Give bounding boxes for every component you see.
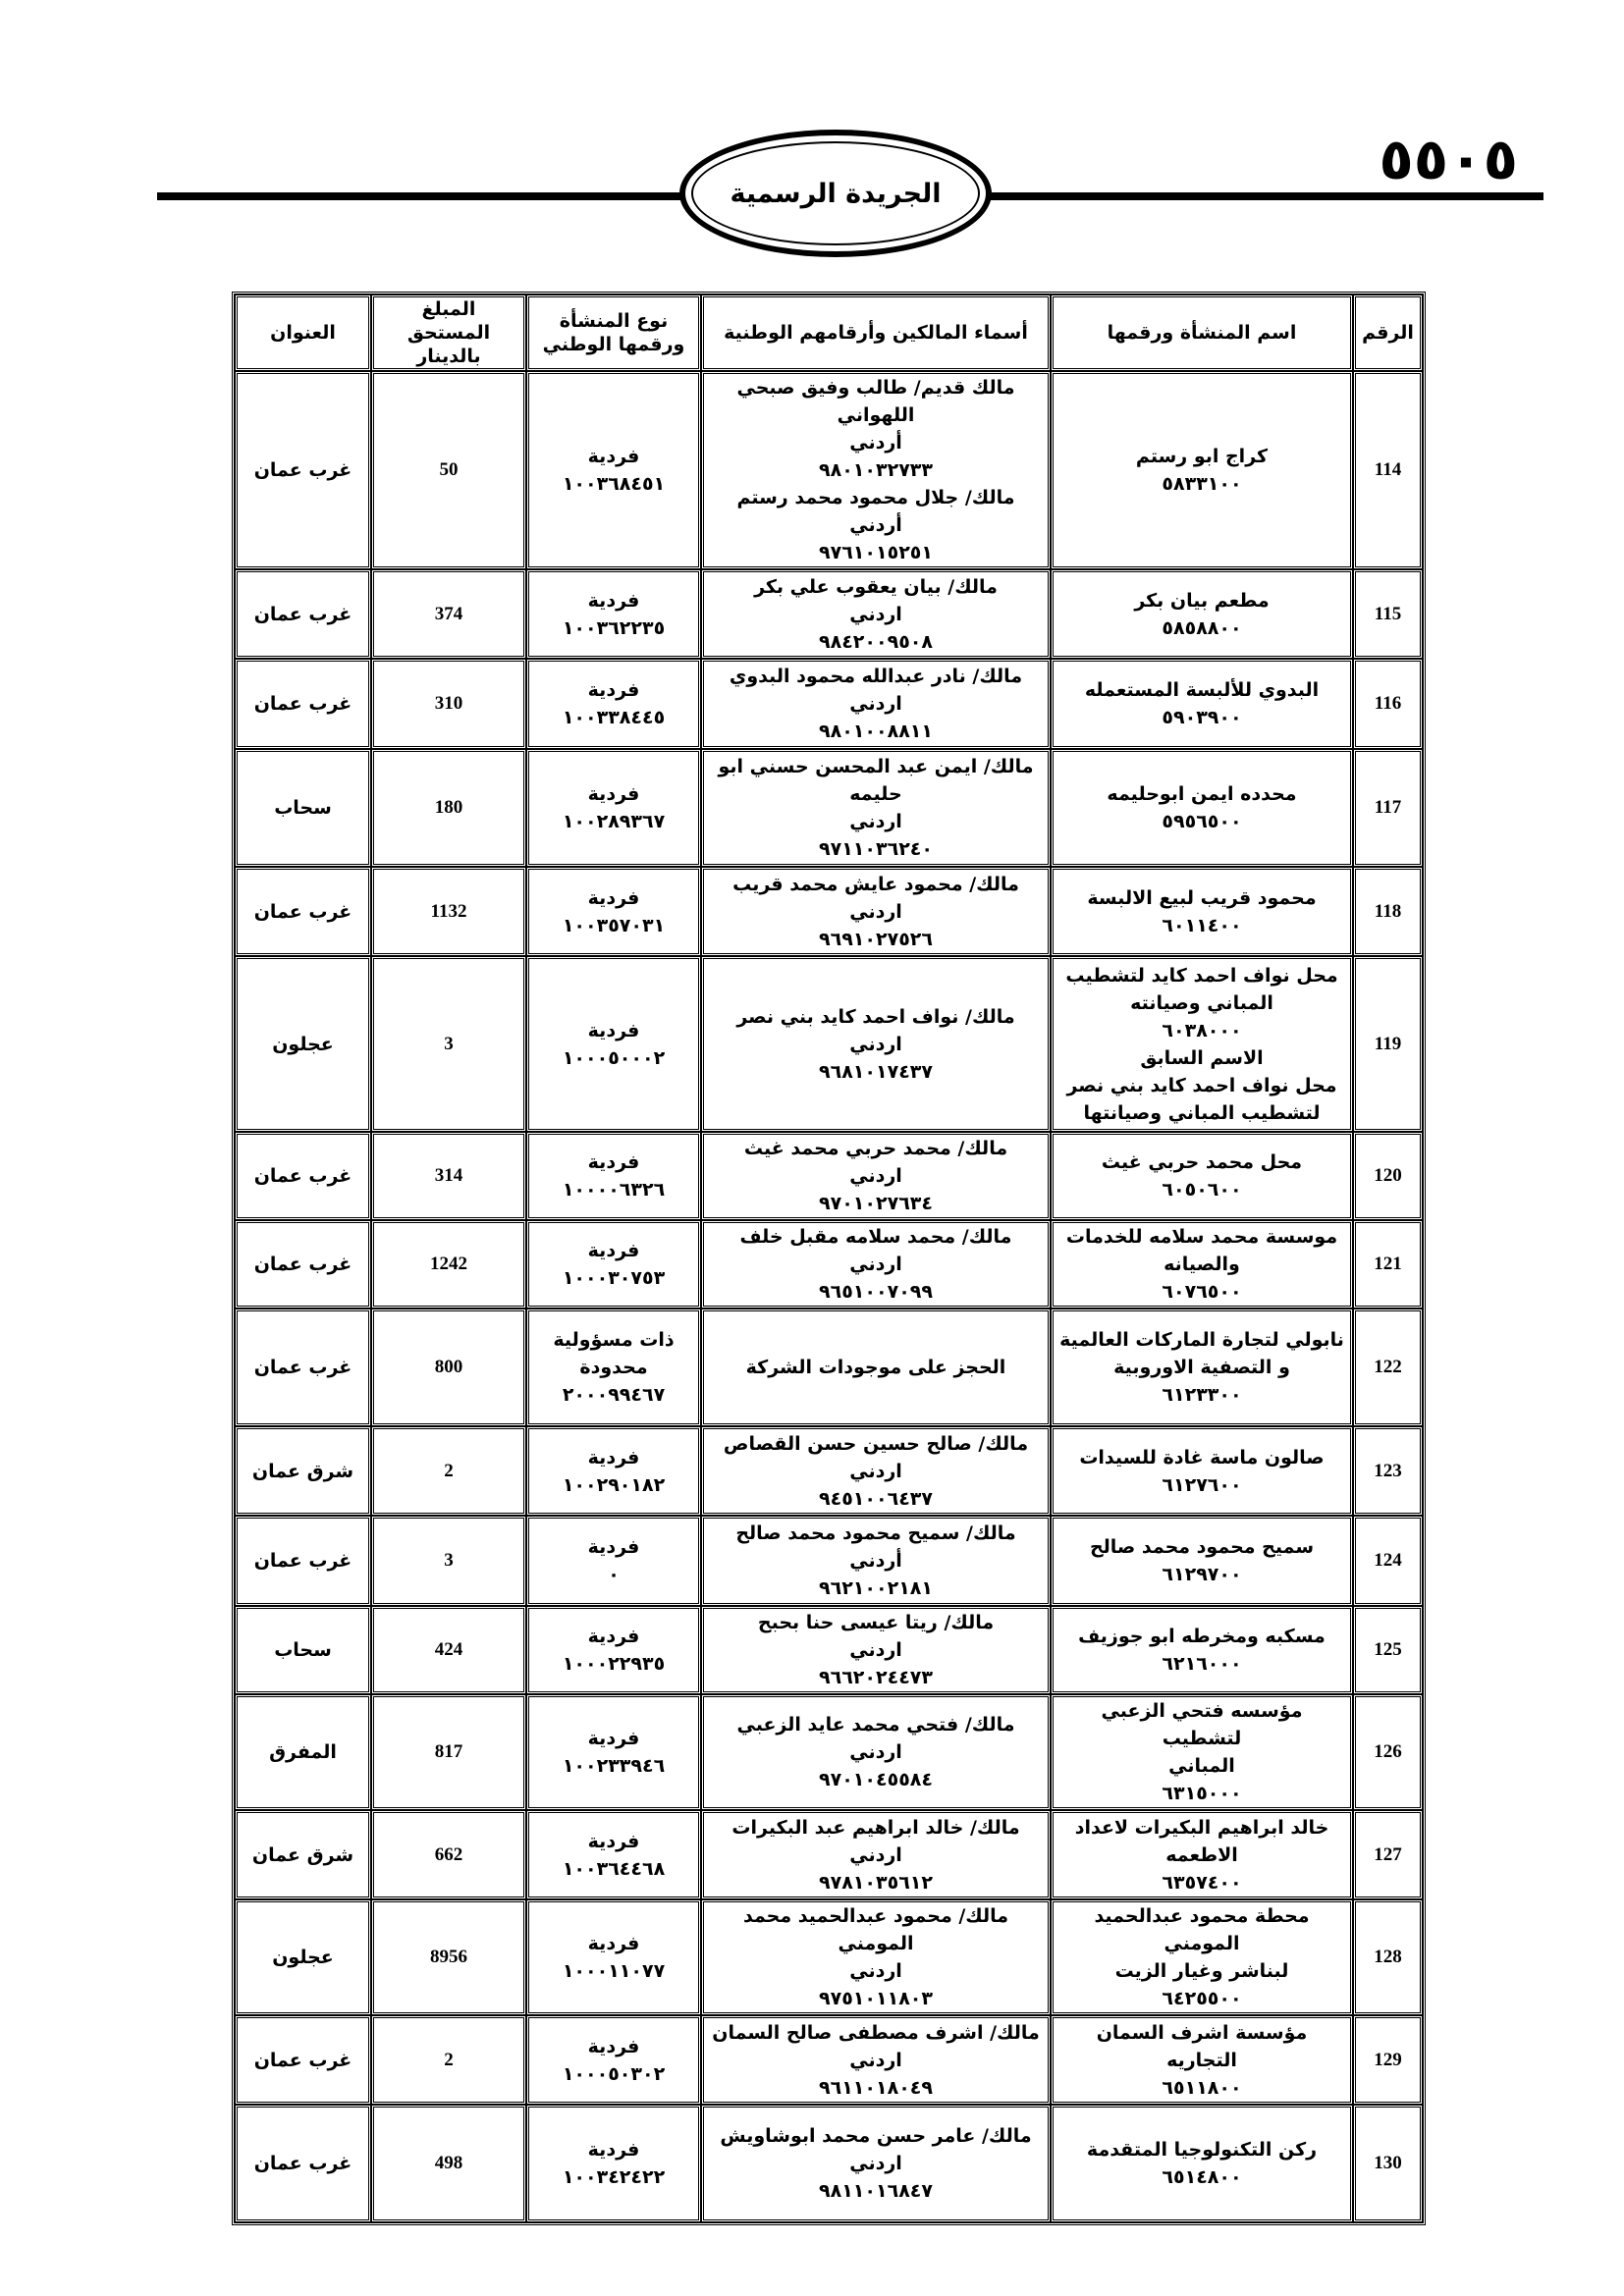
establishment-type: فردية ١٠٠٠٣٠٧٥٣: [526, 1220, 701, 1308]
table-row: [235, 1810, 1423, 1899]
header-amount-due: المبلغ المستحق بالدينار: [371, 294, 526, 371]
owners-cell: مالك/ عامر حسن محمد ابوشاويش اردني ٩٨١١٠١٦٨٤٧: [701, 2105, 1051, 2222]
establishment-name: مؤسسة اشرف السمان التجاريه ٦٥١١٨٠٠: [1051, 2015, 1353, 2105]
row-number: 118: [1353, 867, 1423, 956]
owners-cell: مالك/ محمود عايش محمد قريب اردني ٩٦٩١٠٢٧٥٢٦: [701, 867, 1051, 956]
amount-due: 817: [371, 1694, 526, 1810]
address-cell: عجلون: [235, 1899, 371, 2015]
owners-cell: مالك/ محمد حربي محمد غيث اردني ٩٧٠١٠٢٧٦٣٤: [701, 1132, 1051, 1220]
establishment-type: فردية ١٠٠٠٥٠٣٠٢: [526, 2015, 701, 2105]
row-number: 116: [1353, 659, 1423, 749]
establishment-type: فردية ١٠٠٢٣٣٩٤٦: [526, 1694, 701, 1810]
establishment-name: محل محمد حربي غيث ٦٠٥٠٦٠٠: [1051, 1132, 1353, 1220]
address-cell: غرب عمان: [235, 1516, 371, 1606]
address-cell: المفرق: [235, 1694, 371, 1810]
table-row: [235, 2105, 1423, 2222]
owners-cell: مالك/ نادر عبدالله محمود البدوي اردني ٩٨٠١٠٠٨٨١١: [701, 659, 1051, 749]
row-number: 127: [1353, 1810, 1423, 1899]
owners-cell: مالك قديم/ طالب وفيق صبحي اللهواني أردني ٩٨٠١٠٣٢٧٣٣ مالك/ جلال محمود محمد رستم أردني ٩٧٦١٠١٥٢٥١: [701, 371, 1051, 569]
establishment-type: فردية ١٠٠٣٣٨٤٤٥: [526, 659, 701, 749]
establishment-name: محمود قريب لبيع الالبسة ٦٠١١٤٠٠: [1051, 867, 1353, 956]
amount-due: 310: [371, 659, 526, 749]
table-row: [235, 749, 1423, 867]
establishment-name: موسسة محمد سلامه للخدمات والصيانه ٦٠٧٦٥٠٠: [1051, 1220, 1353, 1308]
establishment-name: مؤسسه فتحي الزعبي لتشطيب المباني ٦٣١٥٠٠٠: [1051, 1694, 1353, 1810]
establishment-name: ركن التكنولوجيا المتقدمة ٦٥١٤٨٠٠: [1051, 2105, 1353, 2222]
owners-cell: مالك/ اشرف مصطفى صالح السمان اردني ٩٦١١٠١٨٠٤٩: [701, 2015, 1051, 2105]
establishment-name: محل نواف احمد كايد لتشطيب المباني وصيانته ٦٠٣٨٠٠٠ الاسم السابق محل نواف احمد كايد بني نصر لتشطيب المباني وصيانتها: [1051, 956, 1353, 1132]
establishment-type: فردية ١٠٠٢٩٠١٨٢: [526, 1426, 701, 1516]
address-cell: غرب عمان: [235, 1132, 371, 1220]
amount-due: 3: [371, 956, 526, 1132]
address-cell: سحاب: [235, 749, 371, 867]
establishment-type: فردية ١٠٠٣٦٢٢٣٥: [526, 569, 701, 659]
establishment-type: فردية ١٠٠٠٥٠٠٠٢: [526, 956, 701, 1132]
establishment-name: البدوي للألبسة المستعمله ٥٩٠٣٩٠٠: [1051, 659, 1353, 749]
establishment-type: فردية ١٠٠٣٦٤٤٦٨: [526, 1810, 701, 1899]
address-cell: عجلون: [235, 956, 371, 1132]
row-number: 120: [1353, 1132, 1423, 1220]
owners-cell: الحجز على موجودات الشركة: [701, 1308, 1051, 1426]
table-row: [235, 2015, 1423, 2105]
establishment-type: فردية ١٠٠٠٢٢٩٣٥: [526, 1606, 701, 1694]
row-number: 114: [1353, 371, 1423, 569]
table-row: [235, 1132, 1423, 1220]
amount-due: 50: [371, 371, 526, 569]
establishment-type: فردية ١٠٠٣٥٧٠٣١: [526, 867, 701, 956]
amount-due: 2: [371, 2015, 526, 2105]
amount-due: 662: [371, 1810, 526, 1899]
table-row: [235, 1694, 1423, 1810]
row-number: 117: [1353, 749, 1423, 867]
address-cell: غرب عمان: [235, 371, 371, 569]
row-number: 123: [1353, 1426, 1423, 1516]
row-number: 122: [1353, 1308, 1423, 1426]
amount-due: 374: [371, 569, 526, 659]
table-row: [235, 569, 1423, 659]
registry-table: [232, 292, 1426, 2225]
table-row: [235, 1899, 1423, 2015]
amount-due: 498: [371, 2105, 526, 2222]
establishment-type: فردية ١٠٠٠١١٠٧٧: [526, 1899, 701, 2015]
row-number: 128: [1353, 1899, 1423, 2015]
amount-due: 3: [371, 1516, 526, 1606]
header-establishment-type: نوع المنشأة ورقمها الوطني: [526, 294, 701, 371]
establishment-name: مسكبه ومخرطه ابو جوزيف ٦٢١٦٠٠٠: [1051, 1606, 1353, 1694]
establishment-name: محطة محمود عبدالحميد المومني لبناشر وغيار الزيت ٦٤٢٥٥٠٠: [1051, 1899, 1353, 2015]
owners-cell: مالك/ فتحي محمد عايد الزعبي اردني ٩٧٠١٠٤٥٥٨٤: [701, 1694, 1051, 1810]
table-row: [235, 956, 1423, 1132]
establishment-name: كراج ابو رستم ٥٨٣٣١٠٠: [1051, 371, 1353, 569]
address-cell: غرب عمان: [235, 2105, 371, 2222]
table-row: [235, 1220, 1423, 1308]
table-row: [235, 659, 1423, 749]
establishment-type: فردية ١٠٠٣٤٢٤٢٢: [526, 2105, 701, 2222]
row-number: 129: [1353, 2015, 1423, 2105]
table-row: [235, 1606, 1423, 1694]
establishment-type: فردية ١٠٠٢٨٩٣٦٧: [526, 749, 701, 867]
table-header-row: [235, 294, 1423, 371]
row-number: 121: [1353, 1220, 1423, 1308]
owners-cell: مالك/ محمد سلامه مقبل خلف اردني ٩٦٥١٠٠٧٠٩٩: [701, 1220, 1051, 1308]
amount-due: 8956: [371, 1899, 526, 2015]
amount-due: 2: [371, 1426, 526, 1516]
table-row: [235, 371, 1423, 569]
table-row: [235, 1426, 1423, 1516]
row-number: 124: [1353, 1516, 1423, 1606]
address-cell: غرب عمان: [235, 2015, 371, 2105]
address-cell: غرب عمان: [235, 569, 371, 659]
owners-cell: مالك/ صالح حسين حسن القصاص اردني ٩٤٥١٠٠٦٤٣٧: [701, 1426, 1051, 1516]
address-cell: سحاب: [235, 1606, 371, 1694]
amount-due: 800: [371, 1308, 526, 1426]
establishment-name: مطعم بيان بكر ٥٨٥٨٨٠٠: [1051, 569, 1353, 659]
address-cell: غرب عمان: [235, 1308, 371, 1426]
establishment-type: ذات مسؤولية محدودة ٢٠٠٠٩٩٤٦٧: [526, 1308, 701, 1426]
address-cell: غرب عمان: [235, 867, 371, 956]
establishment-name: صالون ماسة غادة للسيدات ٦١٢٧٦٠٠: [1051, 1426, 1353, 1516]
establishment-type: فردية ١٠٠٣٦٨٤٥١: [526, 371, 701, 569]
table-row: [235, 1516, 1423, 1606]
table-row: [235, 1308, 1423, 1426]
owners-cell: مالك/ ايمن عبد المحسن حسني ابو حليمه اردني ٩٧١١٠٣٦٢٤٠: [701, 749, 1051, 867]
gazette-title-oval: [679, 130, 992, 257]
row-number: 126: [1353, 1694, 1423, 1810]
amount-due: 1242: [371, 1220, 526, 1308]
owners-cell: مالك/ نواف احمد كايد بني نصر اردني ٩٦٨١٠١٧٤٣٧: [701, 956, 1051, 1132]
amount-due: 1132: [371, 867, 526, 956]
amount-due: 314: [371, 1132, 526, 1220]
establishment-type: فردية ١٠٠٠٠٦٣٢٦: [526, 1132, 701, 1220]
owners-cell: مالك/ ريتا عيسى حنا بحبح اردني ٩٦٦٢٠٢٤٤٧٣: [701, 1606, 1051, 1694]
header-owners: أسماء المالكين وأرقامهم الوطنية: [701, 294, 1051, 371]
address-cell: غرب عمان: [235, 1220, 371, 1308]
row-number: 119: [1353, 956, 1423, 1132]
row-number: 130: [1353, 2105, 1423, 2222]
amount-due: 180: [371, 749, 526, 867]
address-cell: شرق عمان: [235, 1810, 371, 1899]
owners-cell: مالك/ بيان يعقوب علي بكر اردني ٩٨٤٢٠٠٩٥٠٨: [701, 569, 1051, 659]
header-address: العنوان: [235, 294, 371, 371]
address-cell: غرب عمان: [235, 659, 371, 749]
header-establishment-name: اسم المنشأة ورقمها: [1051, 294, 1353, 371]
establishment-name: سميح محمود محمد صالح ٦١٢٩٧٠٠: [1051, 1516, 1353, 1606]
establishment-name: خالد ابراهيم البكيرات لاعداد الاطعمه ٦٣٥٧٤٠٠: [1051, 1810, 1353, 1899]
owners-cell: مالك/ محمود عبدالحميد محمد المومني اردني ٩٧٥١٠١١٨٠٣: [701, 1899, 1051, 2015]
gazette-title: الجريدة الرسمية: [730, 178, 942, 209]
header-number: الرقم: [1353, 294, 1423, 371]
page-number: ٥٥٠٥: [1379, 126, 1518, 192]
amount-due: 424: [371, 1606, 526, 1694]
owners-cell: مالك/ سميح محمود محمد صالح أردني ٩٦٢١٠٠٢١٨١: [701, 1516, 1051, 1606]
establishment-name: محدده ايمن ابوحليمه ٥٩٥٦٥٠٠: [1051, 749, 1353, 867]
establishment-name: نابولي لتجارة الماركات العالمية و التصفية الاوروبية ٦١٢٣٣٠٠: [1051, 1308, 1353, 1426]
establishment-type: فردية ٠: [526, 1516, 701, 1606]
row-number: 115: [1353, 569, 1423, 659]
row-number: 125: [1353, 1606, 1423, 1694]
address-cell: شرق عمان: [235, 1426, 371, 1516]
table-row: [235, 867, 1423, 956]
owners-cell: مالك/ خالد ابراهيم عبد البكيرات اردني ٩٧٨١٠٣٥٦١٢: [701, 1810, 1051, 1899]
